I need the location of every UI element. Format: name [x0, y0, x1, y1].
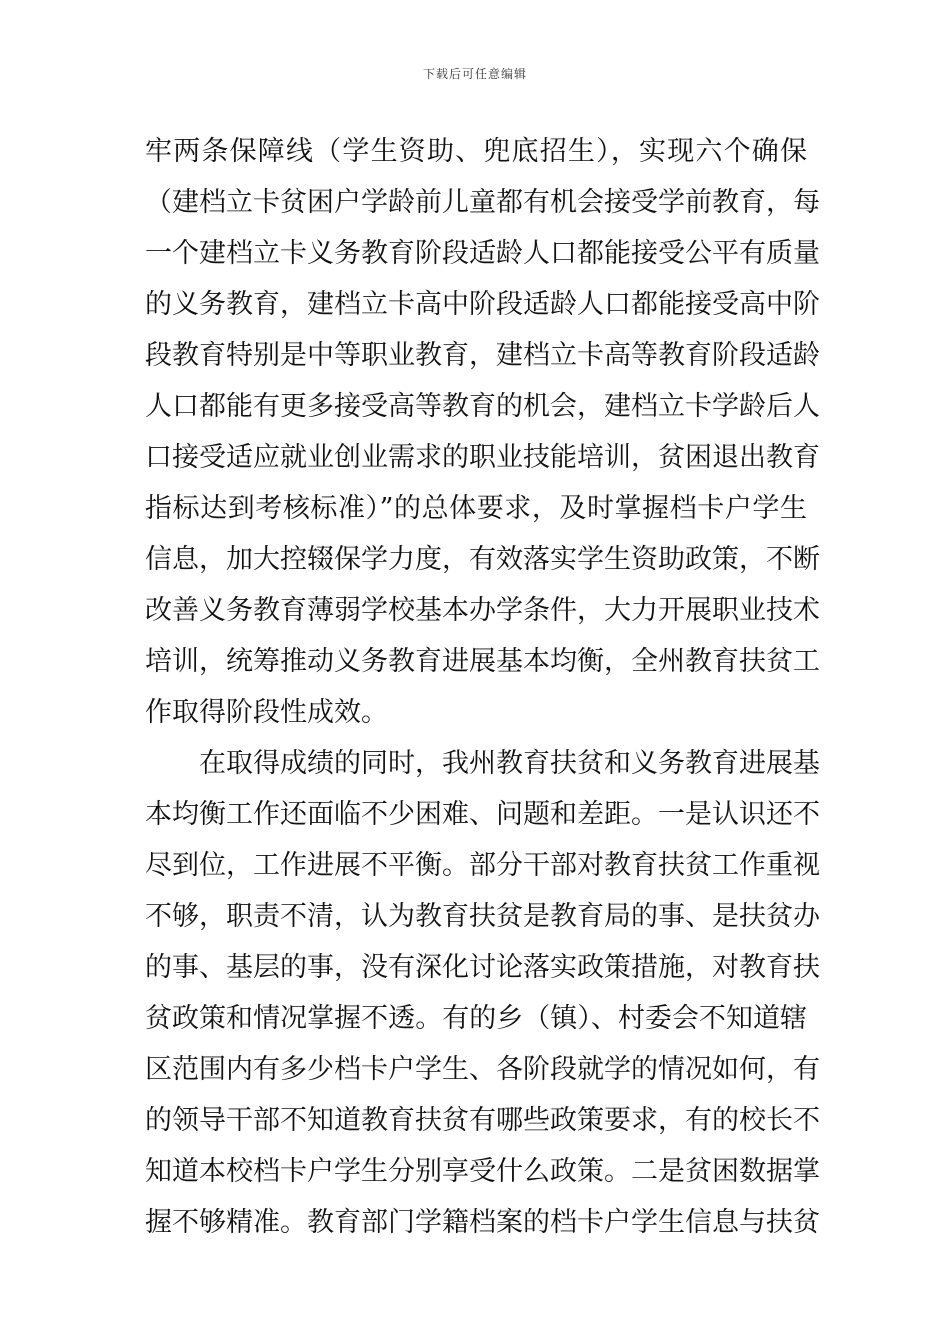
text-line: 牢两条保障线（学生资助、兜底招生），实现六个确保 — [145, 136, 807, 167]
text-line: 的事、基层的事，没有深化讨论落实政策措施，对教育扶 — [145, 952, 820, 983]
paragraph-1 — [145, 126, 820, 738]
text-line: 尽到位，工作进展不平衡。部分干部对教育扶贫工作重视 — [145, 850, 820, 881]
paragraph-2 — [145, 738, 820, 1248]
text-line: 人口都能有更多接受高等教育的机会，建档立卡学龄后人 — [145, 391, 820, 422]
text-line: 贫政策和情况掌握不透。有的乡（镇）、村委会不知道辖 — [145, 1003, 807, 1034]
text-line: 一个建档立卡义务教育阶段适龄人口都能接受公平有质量 — [145, 238, 820, 269]
text-line: （建档立卡贫困户学龄前儿童都有机会接受学前教育，每 — [145, 187, 820, 218]
document-body — [145, 126, 820, 1248]
page-header-note: 下载后可任意编辑 — [422, 67, 527, 81]
text-line: 不够，职责不清，认为教育扶贫是教育局的事、是扶贫办 — [145, 901, 820, 932]
text-line: 本均衡工作还面临不少困难、问题和差距。一是认识还不 — [145, 799, 820, 830]
text-line: 指标达到考核标准）”的总体要求，及时掌握档卡户学生 — [145, 493, 807, 524]
text-line: 区范围内有多少档卡户学生、各阶段就学的情况如何，有 — [145, 1054, 820, 1085]
text-line: 培训，统筹推动义务教育进展基本均衡，全州教育扶贫工 — [145, 646, 820, 677]
text-line: 改善义务教育薄弱学校基本办学条件，大力开展职业技术 — [145, 595, 820, 626]
text-line: 作取得阶段性成效。 — [145, 697, 388, 728]
text-line: 的领导干部不知道教育扶贫有哪些政策要求，有的校长不 — [145, 1105, 820, 1136]
text-line: 信息，加大控辍保学力度，有效落实学生资助政策，不断 — [145, 544, 820, 575]
text-line: 口接受适应就业创业需求的职业技能培训，贫困退出教育 — [145, 442, 820, 473]
text-line: 握不够精准。教育部门学籍档案的档卡户学生信息与扶贫 — [145, 1207, 820, 1238]
text-line: 的义务教育，建档立卡高中阶段适龄人口都能接受高中阶 — [145, 289, 820, 320]
text-line: 知道本校档卡户学生分别享受什么政策。二是贫困数据掌 — [145, 1156, 820, 1187]
text-line: 段教育特别是中等职业教育，建档立卡高等教育阶段适龄 — [145, 340, 820, 371]
text-line: 在取得成绩的同时，我州教育扶贫和义务教育进展基 — [199, 748, 820, 779]
